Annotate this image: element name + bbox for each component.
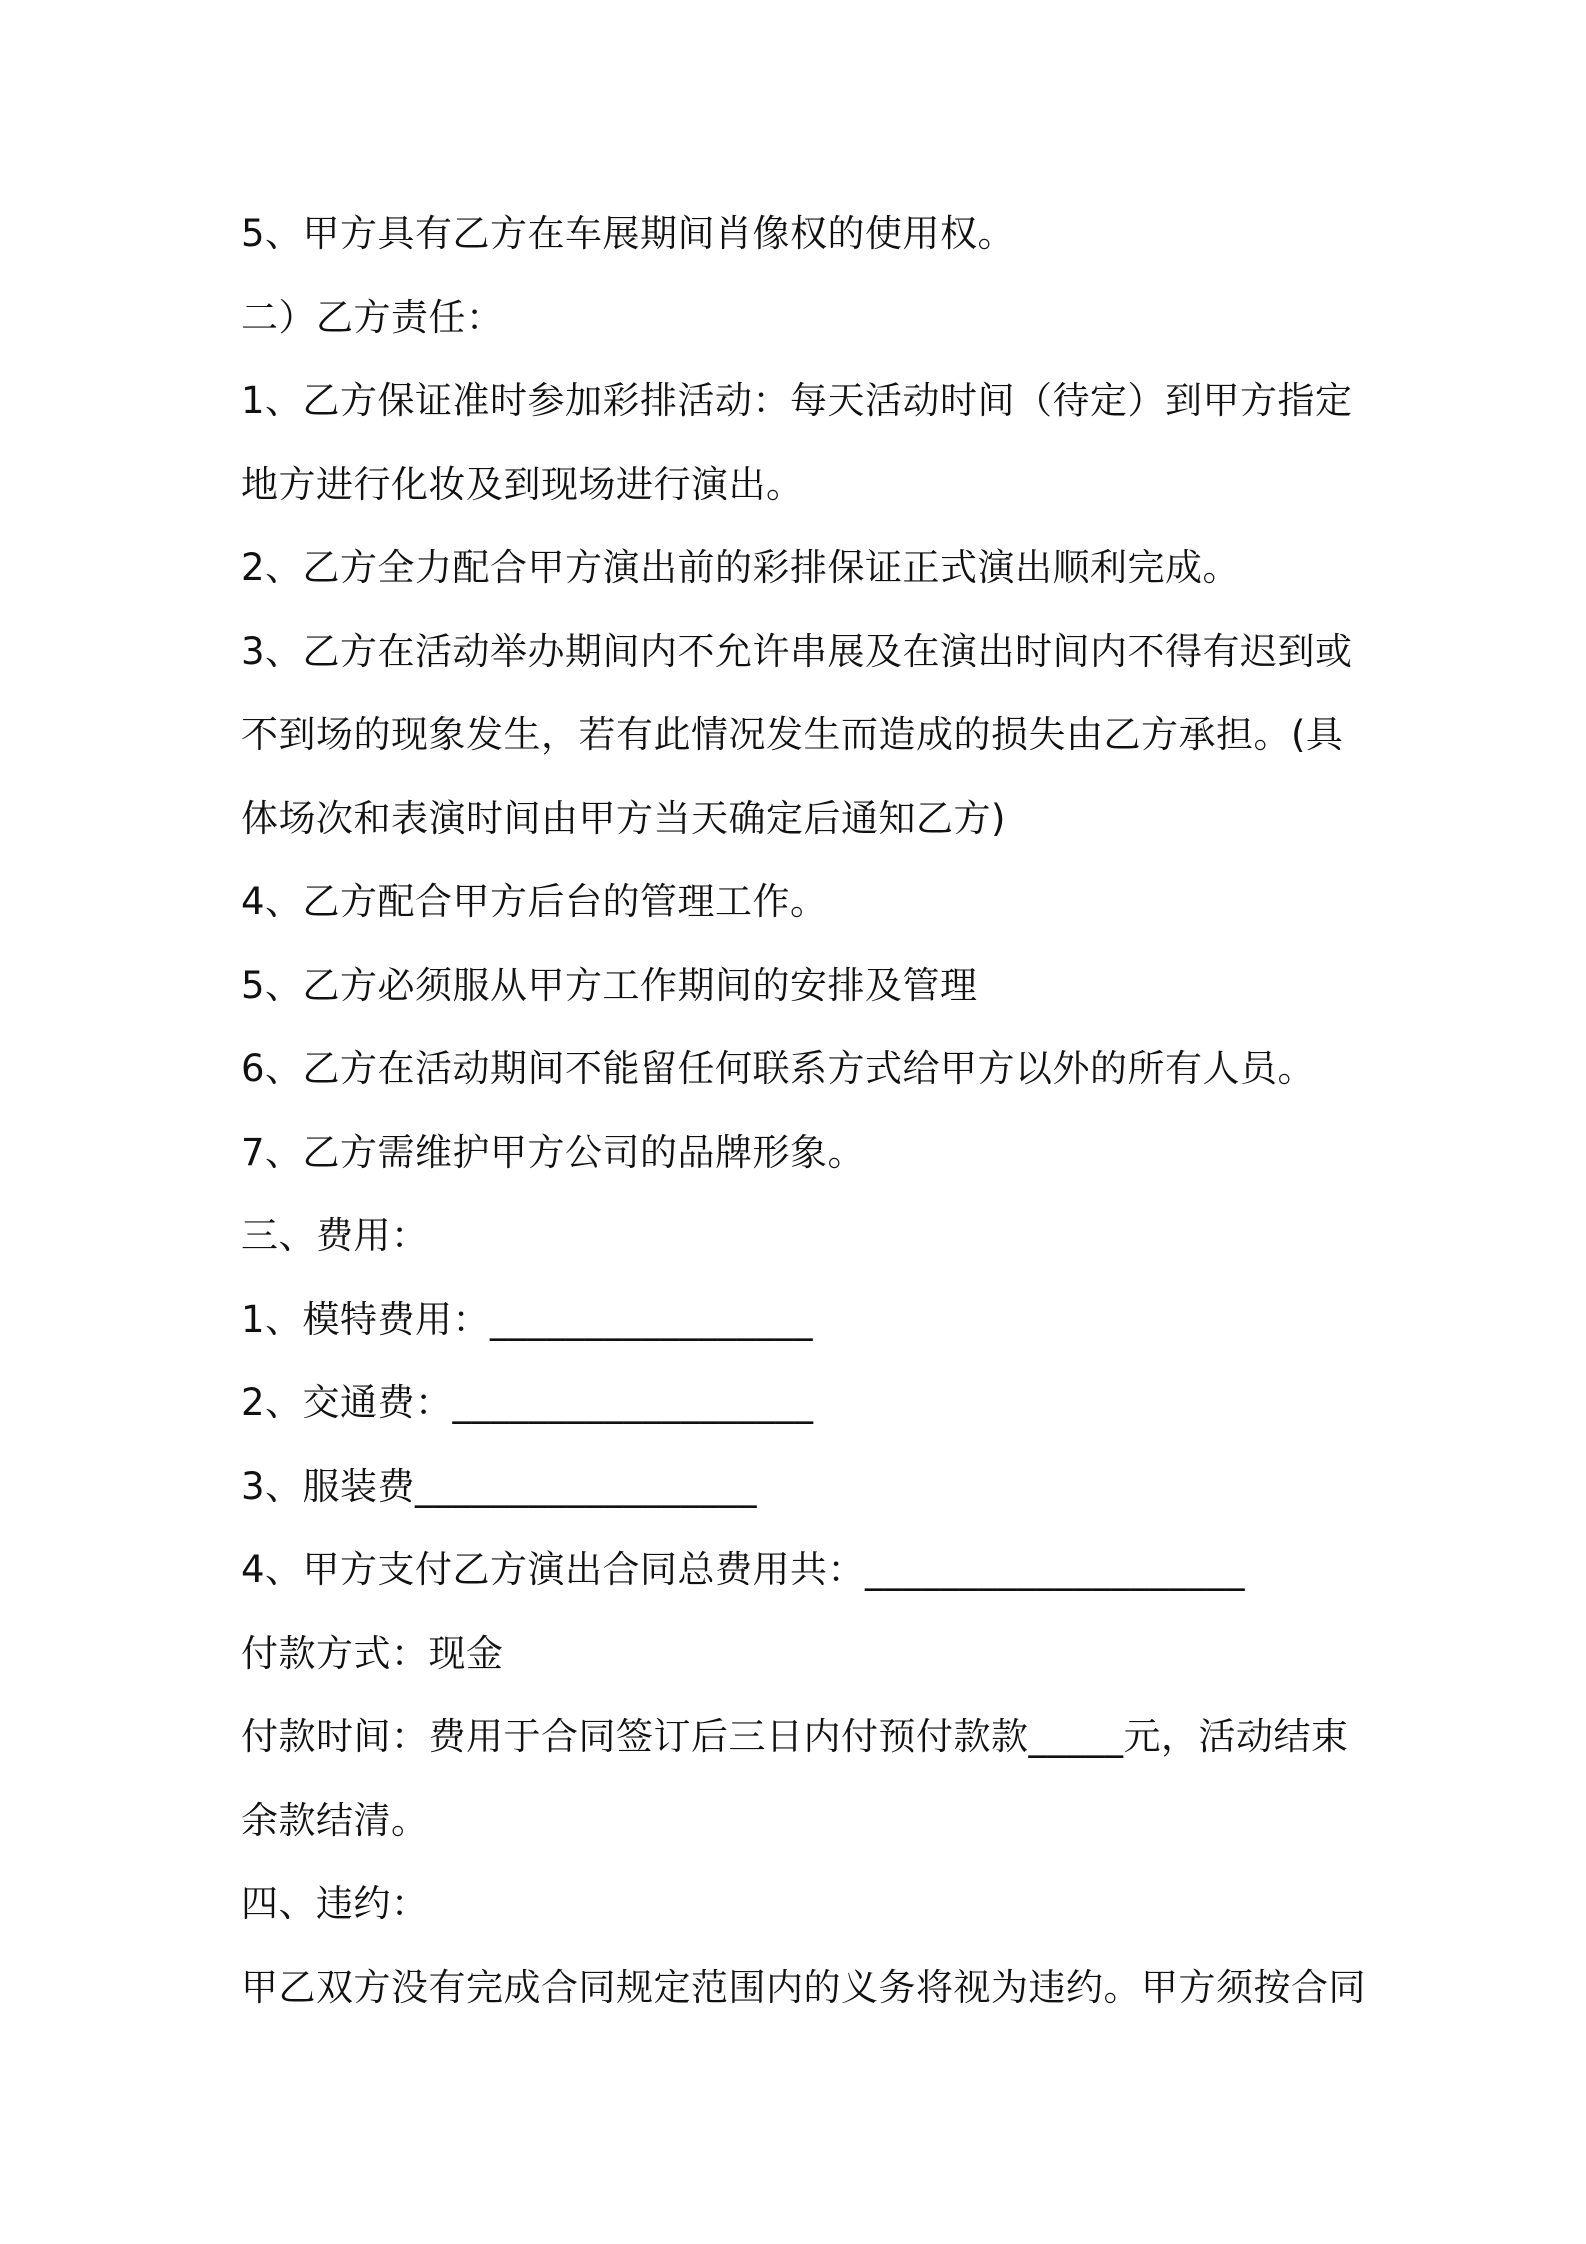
fee-model: 1、模特费用：_________________: [241, 1297, 814, 1341]
clause-party-b-1-line-2: 地方进行化妆及到现场进行演出。: [241, 462, 804, 506]
breach-clause-line-1: 甲乙双方没有完成合同规定范围内的义务将视为违约。甲方须按合同: [241, 1965, 1366, 2009]
clause-party-b-6: 6、乙方在活动期间不能留任何联系方式给甲方以外的所有人员。: [241, 1047, 1316, 1090]
section-heading-party-b-duties: 二）乙方责任：: [241, 295, 504, 339]
clause-party-b-3-line-2: 不到场的现象发生，若有此情况发生而造成的损失由乙方承担。(具: [241, 713, 1344, 756]
fee-costume: 3、服装费__________________: [241, 1464, 758, 1508]
clause-party-b-2: 2、乙方全力配合甲方演出前的彩排保证正式演出顺利完成。: [241, 546, 1241, 589]
payment-time-line-2: 余款结清。: [241, 1798, 429, 1842]
clause-party-b-5: 5、乙方必须服从甲方工作期间的安排及管理: [241, 963, 978, 1007]
clause-party-b-4: 4、乙方配合甲方后台的管理工作。: [241, 880, 828, 923]
payment-method: 付款方式：现金: [241, 1631, 504, 1675]
fee-transport: 2、交通费：___________________: [241, 1381, 814, 1424]
clause-party-b-3-line-1: 3、乙方在活动举办期间内不允许串展及在演出时间内不得有迟到或: [241, 629, 1353, 673]
payment-time-line-1: 付款时间：费用于合同签订后三日内付预付款款_____元，活动结束: [241, 1715, 1349, 1758]
clause-party-b-3-line-3: 体场次和表演时间由甲方当天确定后通知乙方): [241, 796, 1006, 840]
document-body: [241, 192, 1366, 2029]
clause-party-a-5-portrait-rights: 5、甲方具有乙方在车展期间肖像权的使用权。: [241, 212, 1016, 255]
clause-party-b-1-line-1: 1、乙方保证准时参加彩排活动：每天活动时间（待定）到甲方指定: [241, 379, 1353, 422]
section-heading-fees: 三、费用：: [241, 1214, 429, 1257]
clause-party-b-7: 7、乙方需维护甲方公司的品牌形象。: [241, 1130, 866, 1174]
section-heading-breach: 四、违约：: [241, 1882, 429, 1925]
fee-total: 4、甲方支付乙方演出合同总费用共：____________________: [241, 1548, 1246, 1591]
